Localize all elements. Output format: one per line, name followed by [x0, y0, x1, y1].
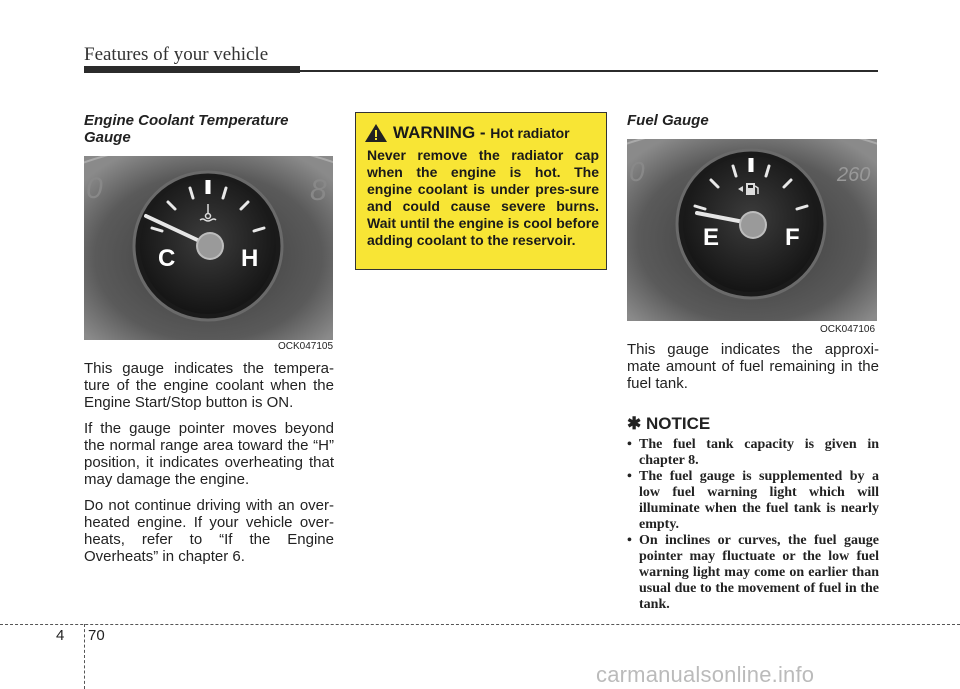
fuel-gauge-empty-label: E	[703, 224, 720, 251]
coolant-gauge-hot-label: H	[241, 245, 259, 272]
fuel-gauge-left-digit: 0	[629, 156, 645, 187]
notice-item: • The fuel gauge is supplemented by a low fuel warning light which will illuminate when the fuel tank is nearly empty.	[627, 469, 879, 532]
coolant-gauge-left-digit: 0	[86, 172, 103, 205]
warning-subheading: Hot radiator	[490, 125, 570, 141]
fuel-gauge-speed-number: 260	[837, 164, 871, 186]
coolant-paragraph-2: If the gauge pointer moves beyond the normal range area toward the “H” position, it indicates overheating that may damage the engine.	[84, 420, 334, 488]
notice-title	[627, 414, 710, 434]
page-header-title: Features of your vehicle	[84, 44, 269, 65]
fuel-section-title: Fuel Gauge	[627, 112, 709, 129]
notice-symbol-icon: ✱	[627, 414, 642, 433]
fuel-image-caption: OCK047106	[820, 324, 876, 335]
notice-label: NOTICE	[645, 414, 711, 433]
footer-divider	[84, 624, 85, 689]
coolant-gauge-right-digit: 8	[310, 174, 327, 207]
notice-item: • The fuel tank capacity is given in chapter 8.	[627, 437, 879, 468]
header-rule	[300, 70, 878, 72]
warning-label: WARNING -	[393, 123, 491, 142]
coolant-section-title: Engine Coolant Temperature Gauge	[84, 112, 289, 146]
coolant-paragraph-3: Do not continue driving with an over-heated engine. If your vehicle over-heats, refer to “If the Engine Overheats” in chapter 6.	[84, 497, 334, 565]
fuel-paragraph: This gauge indicates the approxi-mate amount of fuel remaining in the fuel tank.	[627, 341, 879, 392]
notice-list	[627, 437, 879, 613]
watermark: carmanualsonline.info	[596, 662, 815, 687]
chapter-number: 4	[56, 627, 65, 644]
header-bar	[84, 66, 300, 73]
notice-item: • On inclines or curves, the fuel gauge pointer may fluctuate or the low fuel warning light may come on earlier than usual due to the movement of fuel in the tank.	[627, 533, 879, 612]
coolant-gauge-cold-label: C	[158, 245, 176, 272]
coolant-image-caption: OCK047105	[278, 341, 334, 352]
warning-body: Never remove the radiator cap when the engine is hot. The engine coolant is under pres-sure and could cause severe burns. Wait until the engine is cool before adding coolant to the reservoir.	[367, 147, 599, 248]
coolant-paragraph-1: This gauge indicates the tempera-ture of the engine coolant when the Engine Start/Stop button is ON.	[84, 360, 334, 411]
warning-heading	[393, 123, 570, 143]
fuel-gauge-full-label: F	[785, 224, 800, 251]
page-number: 70	[88, 627, 105, 644]
fuel-gauge-image	[627, 139, 877, 321]
coolant-gauge-image	[84, 156, 333, 340]
fuel-body	[627, 341, 879, 401]
coolant-body	[84, 360, 334, 574]
footer-rule	[0, 624, 960, 625]
warning-triangle-icon	[364, 123, 388, 143]
warning-box	[355, 112, 607, 270]
